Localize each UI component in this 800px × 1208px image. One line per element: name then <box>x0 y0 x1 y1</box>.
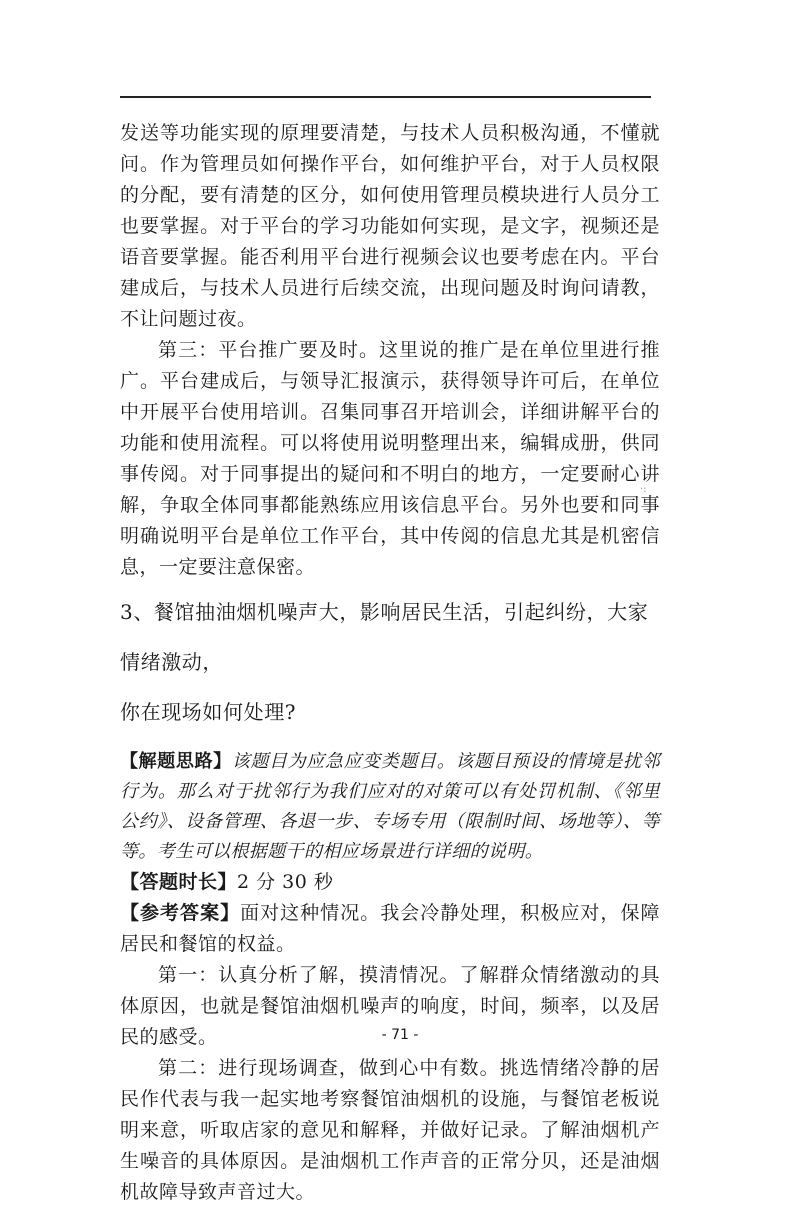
header-rule <box>120 96 651 98</box>
page-body <box>120 118 660 1208</box>
answer-section <box>120 898 660 960</box>
answer-text: 面对这种情况。我会冷静处理，积极应对，保障居民和餐馆的权益。 <box>120 902 660 955</box>
paragraph-second-step: 第二：进行现场调查，做到心中有数。挑选情绪冷静的居民作代表与我一起实地考察餐馆油烟机的设施，与餐馆老板说明来意，听取店家的意见和解释，并做好记录。了解油烟机产生噪音的具体原因。是油烟机工作声音的正常分贝，还是油烟机故障导致声音过大。 <box>120 1057 660 1203</box>
question-line-1: 3、餐馆抽油烟机噪声大，影响居民生活，引起纠纷，大家情绪激动， <box>120 600 649 674</box>
scan-artifact: ·: <box>640 484 647 495</box>
paragraph-first-step: 第一：认真分析了解，摸清情况。了解群众情绪激动的具体原因，也就是餐馆油烟机噪声的响度，时间，频率，以及居民的感受。 <box>120 964 660 1048</box>
duration-text: 2 分 30 秒 <box>237 871 334 893</box>
analysis-section <box>120 747 660 867</box>
answer-label: 【参考答案】 <box>120 902 241 924</box>
duration-section <box>120 867 660 898</box>
question-line-2: 你在现场如何处理? <box>120 700 297 724</box>
page-number: - 71 - <box>381 1027 419 1043</box>
analysis-text: 该题目为应急应变类题目。该题目预设的情境是扰邻行为。那么对于扰邻行为我们应对的对策可以有处罚机制、《邻里公约》、设备管理、各退一步、专场专用（限制时间、场地等）、等等。考生可以根据题干的相应场景进行详细的说明。 <box>120 751 660 862</box>
analysis-label: 【解题思路】 <box>120 751 232 772</box>
question-3 <box>120 587 660 737</box>
duration-label: 【答题时长】 <box>120 871 238 893</box>
paragraph-continuation: 发送等功能实现的原理要清楚，与技术人员积极沟通，不懂就问。作为管理员如何操作平台，如何维护平台，对于人员权限的分配，要有清楚的区分，如何使用管理员模块进行人员分工也要掌握。对于平台的学习功能如何实现，是文字，视频还是语音要掌握。能否利用平台进行视频会议也要考虑在内。平台建成后，与技术人员进行后续交流，出现问题及时询问请教，不让问题过夜。 <box>120 122 660 330</box>
paragraph-third-point: 第三：平台推广要及时。这里说的推广是在单位里进行推广。平台建成后，与领导汇报演示，获得领导许可后，在单位中开展平台使用培训。召集同事召开培训会，详细讲解平台的功能和使用流程。可以将使用说明整理出来，编辑成册，供同事传阅。对于同事提出的疑问和不明白的地方，一定要耐心讲解，争取全体同事都能熟练应用该信息平台。另外也要和同事明确说明平台是单位工作平台，其中传阅的信息尤其是机密信息，一定要注意保密。 <box>120 339 660 578</box>
